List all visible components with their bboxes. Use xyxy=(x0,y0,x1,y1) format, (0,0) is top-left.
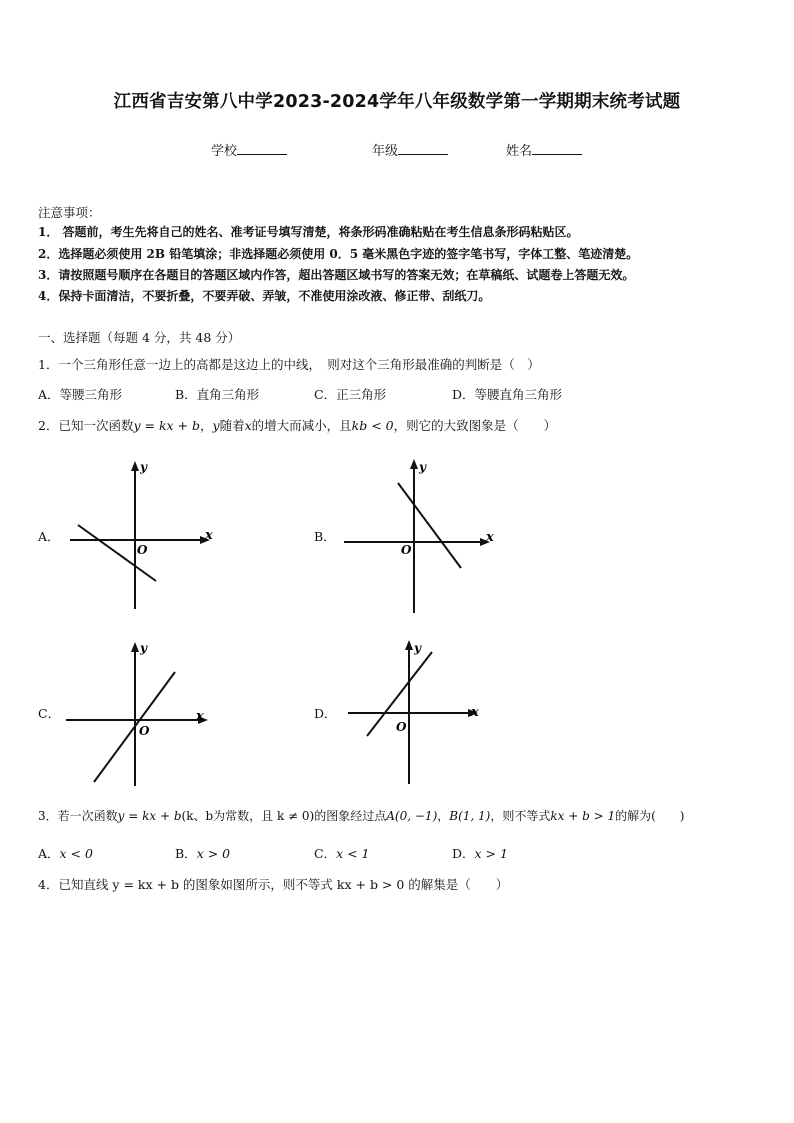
name-label: 姓名 xyxy=(506,144,533,159)
x-axis-label: x xyxy=(486,530,494,545)
option-label: D． xyxy=(452,846,475,861)
q2-option-c-label[interactable]: C． xyxy=(38,706,61,721)
y-axis-arrow xyxy=(131,642,139,652)
q3-option-b[interactable] xyxy=(175,844,230,862)
grade-blank[interactable] xyxy=(398,142,448,155)
y-axis-arrow xyxy=(410,459,418,469)
option-label: C． xyxy=(314,846,337,861)
q2-var-y: y xyxy=(212,418,220,433)
y-axis-arrow xyxy=(405,640,413,650)
q1-option-c[interactable]: C．正三角形 xyxy=(314,387,387,402)
school-blank[interactable] xyxy=(237,142,287,155)
origin-label: O xyxy=(139,724,150,738)
grade-label: 年级 xyxy=(372,144,399,159)
q3-stem-text: ， xyxy=(437,809,450,823)
y-axis-arrow xyxy=(131,461,139,471)
option-value: x < 1 xyxy=(336,846,370,861)
q2-var-x: x xyxy=(244,418,252,433)
q2-graph-d[interactable] xyxy=(340,636,500,791)
x-axis-label: x xyxy=(205,528,213,543)
q4-stem: 4．已知直线 y = kx + b 的图象如图所示，则不等式 kx + b > 0 的解集是（ ） xyxy=(38,877,509,892)
q3-option-d[interactable] xyxy=(452,844,508,862)
origin-label: O xyxy=(137,543,148,557)
option-label: A． xyxy=(38,846,60,861)
q3-stem-text: 的解为( ) xyxy=(615,809,685,823)
q2-condition-expr: kb < 0 xyxy=(351,418,394,433)
q3-function-expr: y = kx + b xyxy=(117,809,182,823)
y-axis-label: y xyxy=(419,460,426,474)
q2-stem xyxy=(38,416,556,434)
notice-item: 1． 答题前，考生先将自己的姓名、准考证号填写清楚，将条形码准确粘贴在考生信息条形码粘贴区。 xyxy=(38,225,579,239)
q2-option-b-label[interactable]: B． xyxy=(314,529,336,544)
name-blank[interactable] xyxy=(532,142,582,155)
notice-item: 3．请按照题号顺序在各题目的答题区域内作答，超出答题区域书写的答案无效；在草稿纸、试题卷上答题无效。 xyxy=(38,268,635,282)
x-axis-label: x xyxy=(196,709,204,724)
school-label: 学校 xyxy=(211,144,238,159)
q2-stem-text: ，则它的大致图象是（ ） xyxy=(393,418,557,433)
q3-option-a[interactable] xyxy=(38,844,93,862)
y-axis-label: y xyxy=(414,641,421,655)
q1-option-a[interactable]: A．等腰三角形 xyxy=(38,387,123,402)
school-field[interactable] xyxy=(211,140,287,159)
option-value: x < 0 xyxy=(59,846,93,861)
q3-point-b: B(1, 1) xyxy=(449,809,491,823)
y-axis-label: y xyxy=(140,460,147,474)
q2-stem-text: 随着 xyxy=(219,418,245,433)
q2-option-a-label[interactable]: A． xyxy=(38,529,60,544)
q2-stem-text: 的增大而减小，且 xyxy=(251,418,352,433)
q3-stem-text: 的图象经过点 xyxy=(314,809,387,823)
q3-point-a: A(0, −1) xyxy=(386,809,438,823)
q3-stem xyxy=(38,807,684,824)
q1-option-d[interactable]: D．等腰直角三角形 xyxy=(452,387,563,402)
page-title: 江西省吉安第八中学2023-2024学年八年级数学第一学期期末统考试题 xyxy=(113,92,681,112)
option-label: B． xyxy=(175,846,197,861)
grade-field[interactable] xyxy=(372,140,448,159)
q3-stem-text: 3．若一次函数 xyxy=(38,809,118,823)
x-axis-label: x xyxy=(471,705,479,720)
q3-inequality: kx + b > 1 xyxy=(550,809,616,823)
option-value: x > 1 xyxy=(474,846,508,861)
q2-graph-a[interactable] xyxy=(60,455,220,615)
q2-stem-text: 2．已知一次函数 xyxy=(38,418,134,433)
q2-function-expr: y = kx + b xyxy=(133,418,200,433)
q3-option-c[interactable] xyxy=(314,844,370,862)
notice-item: 2．选择题必须使用 2B 铅笔填涂；非选择题必须使用 0．5 毫米黑色字迹的签字笔书写，字体工整、笔迹清楚。 xyxy=(38,247,639,261)
section-heading: 一、选择题（每题 4 分，共 48 分） xyxy=(38,330,241,345)
name-field[interactable] xyxy=(506,140,582,159)
q1-stem: 1．一个三角形任意一边上的高都是这边上的中线， 则对这个三角形最准确的判断是（ ） xyxy=(38,357,540,372)
option-value: x > 0 xyxy=(196,846,231,861)
q3-condition: (k、b为常数，且 k ≠ 0) xyxy=(181,809,315,823)
q2-option-d-label[interactable]: D． xyxy=(314,706,337,721)
q1-option-b[interactable]: B．直角三角形 xyxy=(175,387,260,402)
origin-label: O xyxy=(396,720,407,734)
q2-stem-text: ， xyxy=(200,418,213,433)
notice-heading: 注意事项： xyxy=(38,205,101,220)
y-axis-label: y xyxy=(140,641,147,655)
origin-label: O xyxy=(401,543,412,557)
notice-item: 4．保持卡面清洁，不要折叠，不要弄破、弄皱，不准使用涂改液、修正带、刮纸刀。 xyxy=(38,289,491,303)
q2-graph-c[interactable] xyxy=(60,636,220,791)
q3-stem-text: ，则不等式 xyxy=(490,809,551,823)
q2-graph-b[interactable] xyxy=(340,455,500,615)
